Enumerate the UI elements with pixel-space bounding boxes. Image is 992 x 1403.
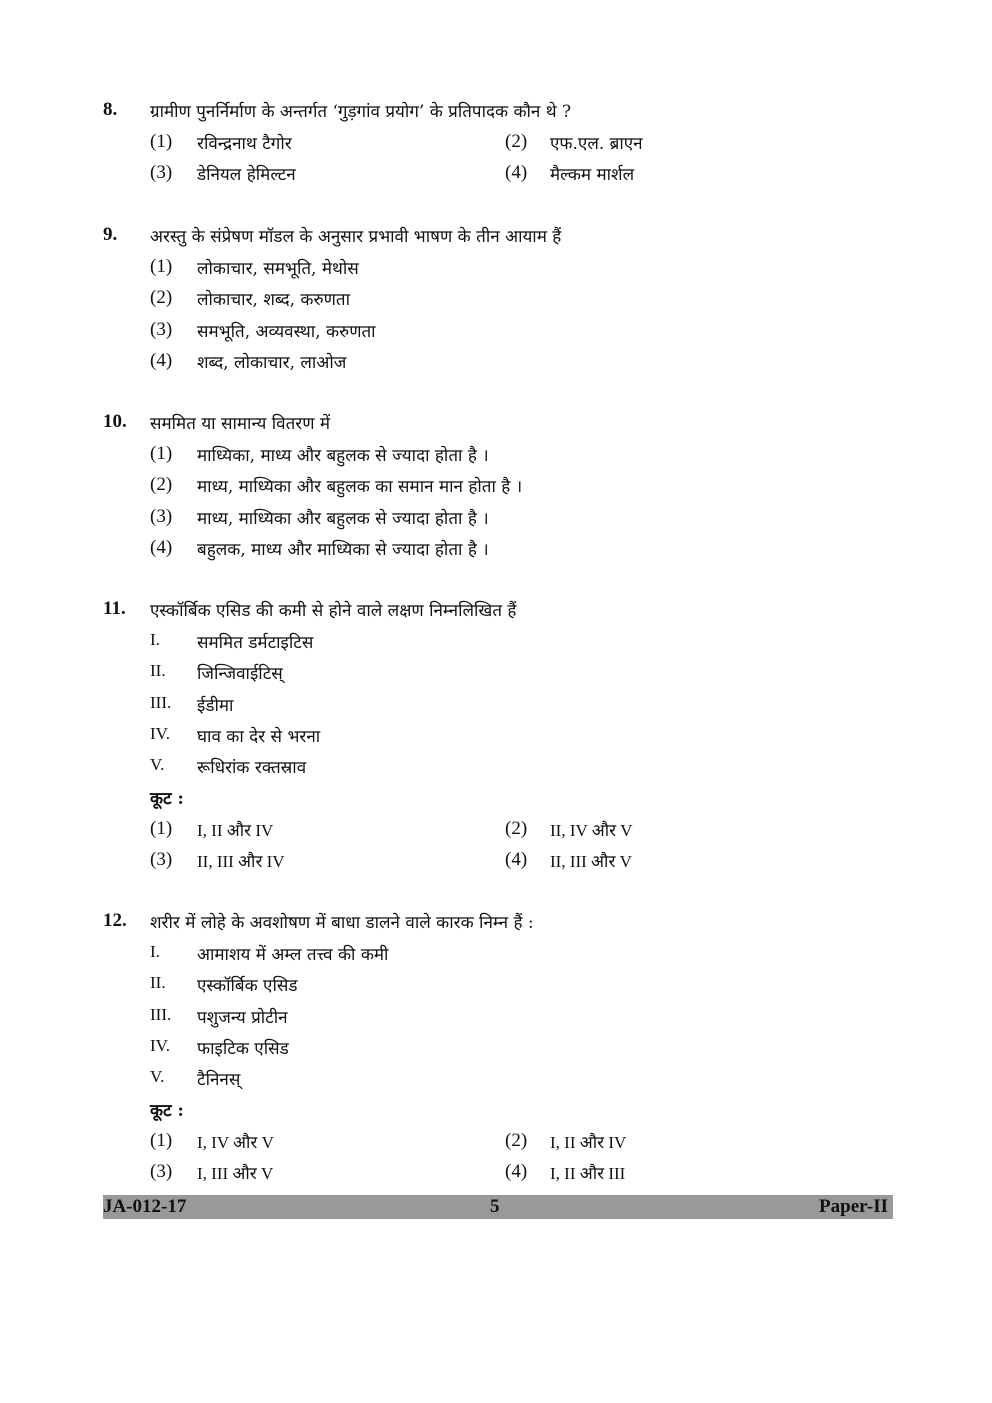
- option-text: माध्यिका, माध्य और बहुलक से ज्यादा होता है ।: [197, 446, 489, 466]
- option-row: [103, 319, 893, 350]
- option-label: (4): [505, 849, 528, 871]
- question-text: एस्कॉर्बिक एसिड की कमी से होने वाले लक्षण निम्नलिखित हैं: [150, 601, 517, 621]
- statement-row: [103, 973, 893, 1004]
- statement-text: पशुजन्य प्रोटीन: [197, 1007, 288, 1028]
- statement-text: ईडीमा: [197, 695, 234, 716]
- question-stem: [103, 411, 893, 443]
- option-text: लोकाचार, शब्द, करुणता: [197, 290, 351, 311]
- statement-label: IV.: [150, 723, 170, 743]
- statement-text: जिन्जिवाईटिस्: [197, 664, 283, 685]
- code-label: कूट :: [150, 789, 184, 810]
- statement-text: सममित डर्मटाइटिस: [197, 633, 314, 653]
- question-10: [103, 411, 893, 568]
- option-label: (2): [150, 474, 173, 496]
- option-row: [103, 443, 893, 474]
- statement-row: [103, 661, 893, 692]
- option-text: रविन्द्रनाथ टैगोर: [197, 134, 292, 154]
- statement-label: III.: [150, 1004, 172, 1024]
- question-9: [103, 224, 893, 381]
- option-label: (3): [150, 1161, 173, 1183]
- question-number: 10.: [103, 411, 127, 432]
- option-label: (2): [505, 131, 528, 152]
- question-number: 12.: [103, 910, 127, 931]
- option-row: [103, 506, 893, 537]
- question-stem: [103, 99, 893, 131]
- statement-label: II.: [150, 973, 166, 993]
- code-row: [103, 1098, 893, 1129]
- option-label: (1): [150, 131, 173, 152]
- statement-text: फाइटिक एसिड: [197, 1038, 289, 1059]
- option-label: (4): [505, 162, 528, 184]
- statement-row: [103, 1067, 893, 1098]
- question-stem: [103, 598, 893, 630]
- statement-label: I.: [150, 942, 160, 961]
- option-text: एफ.एल. ब्राएन: [550, 134, 643, 154]
- option-row: [103, 350, 893, 381]
- statement-label: V.: [150, 755, 165, 775]
- option-label: (4): [150, 349, 173, 371]
- question-text: शरीर में लोहे के अवशोषण में बाधा डालने वाले कारक निम्न हैं :: [150, 913, 534, 933]
- statement-row: [103, 1005, 893, 1036]
- statement-label: I.: [150, 630, 160, 649]
- option-text: I, II और IV: [197, 820, 274, 840]
- statement-text: रूधिरांक रक्तस्राव: [197, 758, 307, 779]
- option-row: [103, 1130, 893, 1161]
- question-number: 8.: [103, 99, 118, 120]
- option-row: [103, 537, 893, 568]
- option-label: (3): [150, 505, 173, 527]
- code-label: कूट :: [150, 1101, 184, 1122]
- option-text: शब्द, लोकाचार, लाओज: [197, 352, 347, 373]
- statement-label: III.: [150, 692, 172, 712]
- option-label: (2): [150, 287, 173, 309]
- option-label: (4): [505, 1161, 528, 1183]
- option-row: [103, 162, 893, 193]
- paper-code: JA-012-17: [103, 1196, 187, 1217]
- option-text: I, II और III: [550, 1164, 626, 1184]
- option-label: (1): [150, 817, 173, 839]
- question-11: [103, 598, 893, 880]
- option-label: (3): [150, 318, 173, 340]
- option-label: (1): [150, 443, 173, 464]
- option-label: (3): [150, 849, 173, 871]
- option-row: [103, 256, 893, 287]
- option-label: (1): [150, 256, 173, 277]
- statement-row: [103, 755, 893, 786]
- option-row: [103, 849, 893, 880]
- option-text: मैल्कम मार्शल: [550, 165, 635, 186]
- question-12: [103, 910, 893, 1192]
- option-text: माध्य, माध्यिका और बहुलक से ज्यादा होता है ।: [197, 508, 489, 529]
- statement-row: [103, 1036, 893, 1067]
- question-number: 9.: [103, 224, 118, 245]
- statement-text: आमाशय में अम्ल तत्त्व की कमी: [197, 945, 389, 965]
- option-text: II, III और IV: [197, 852, 285, 872]
- option-text: II, IV और V: [550, 820, 633, 840]
- option-text: लोकाचार, समभूति, मेथोस: [197, 259, 359, 279]
- option-row: [103, 287, 893, 318]
- option-text: समभूति, अव्यवस्था, करुणता: [197, 321, 376, 342]
- question-text: ग्रामीण पुनर्निर्माण के अन्तर्गत ‘गुड़गांव प्रयोग’ के प्रतिपादक कौन थे ?: [150, 102, 572, 122]
- statement-label: V.: [150, 1067, 165, 1087]
- option-label: (2): [505, 817, 528, 839]
- question-text: सममित या सामान्य वितरण में: [150, 414, 331, 434]
- question-stem: [103, 224, 893, 256]
- option-label: (2): [505, 1129, 528, 1151]
- option-row: [103, 474, 893, 505]
- statement-row: [103, 693, 893, 724]
- question-stem: [103, 910, 893, 942]
- page-footer: [103, 1195, 893, 1219]
- question-text: अरस्तु के संप्रेषण मॉडल के अनुसार प्रभावी भाषण के तीन आयाम हैं: [150, 227, 562, 247]
- code-row: [103, 786, 893, 817]
- option-label: (3): [150, 162, 173, 184]
- option-text: I, III और V: [197, 1164, 274, 1184]
- statement-label: IV.: [150, 1035, 170, 1055]
- question-number: 11.: [103, 598, 126, 619]
- statement-text: टैनिनस्: [197, 1070, 241, 1091]
- statement-row: [103, 630, 893, 661]
- statement-text: एस्कॉर्बिक एसिड: [197, 976, 298, 997]
- option-label: (1): [150, 1129, 173, 1151]
- option-text: बहुलक, माध्य और माध्यिका से ज्यादा होता है ।: [197, 539, 489, 560]
- page-number: 5: [490, 1196, 500, 1217]
- option-label: (4): [150, 536, 173, 558]
- statement-row: [103, 724, 893, 755]
- option-text: माध्य, माध्यिका और बहुलक का समान मान होता है ।: [197, 477, 523, 498]
- option-text: II, III और V: [550, 852, 632, 872]
- statement-row: [103, 942, 893, 973]
- option-row: [103, 131, 893, 162]
- option-row: [103, 818, 893, 849]
- statement-label: II.: [150, 661, 166, 681]
- option-row: [103, 1161, 893, 1192]
- option-text: डेनियल हेमिल्टन: [197, 165, 296, 186]
- paper-name: Paper-II: [819, 1196, 888, 1217]
- option-text: I, II और IV: [550, 1132, 627, 1152]
- option-text: I, IV और V: [197, 1132, 274, 1152]
- question-8: [103, 99, 893, 194]
- statement-text: घाव का देर से भरना: [197, 726, 321, 747]
